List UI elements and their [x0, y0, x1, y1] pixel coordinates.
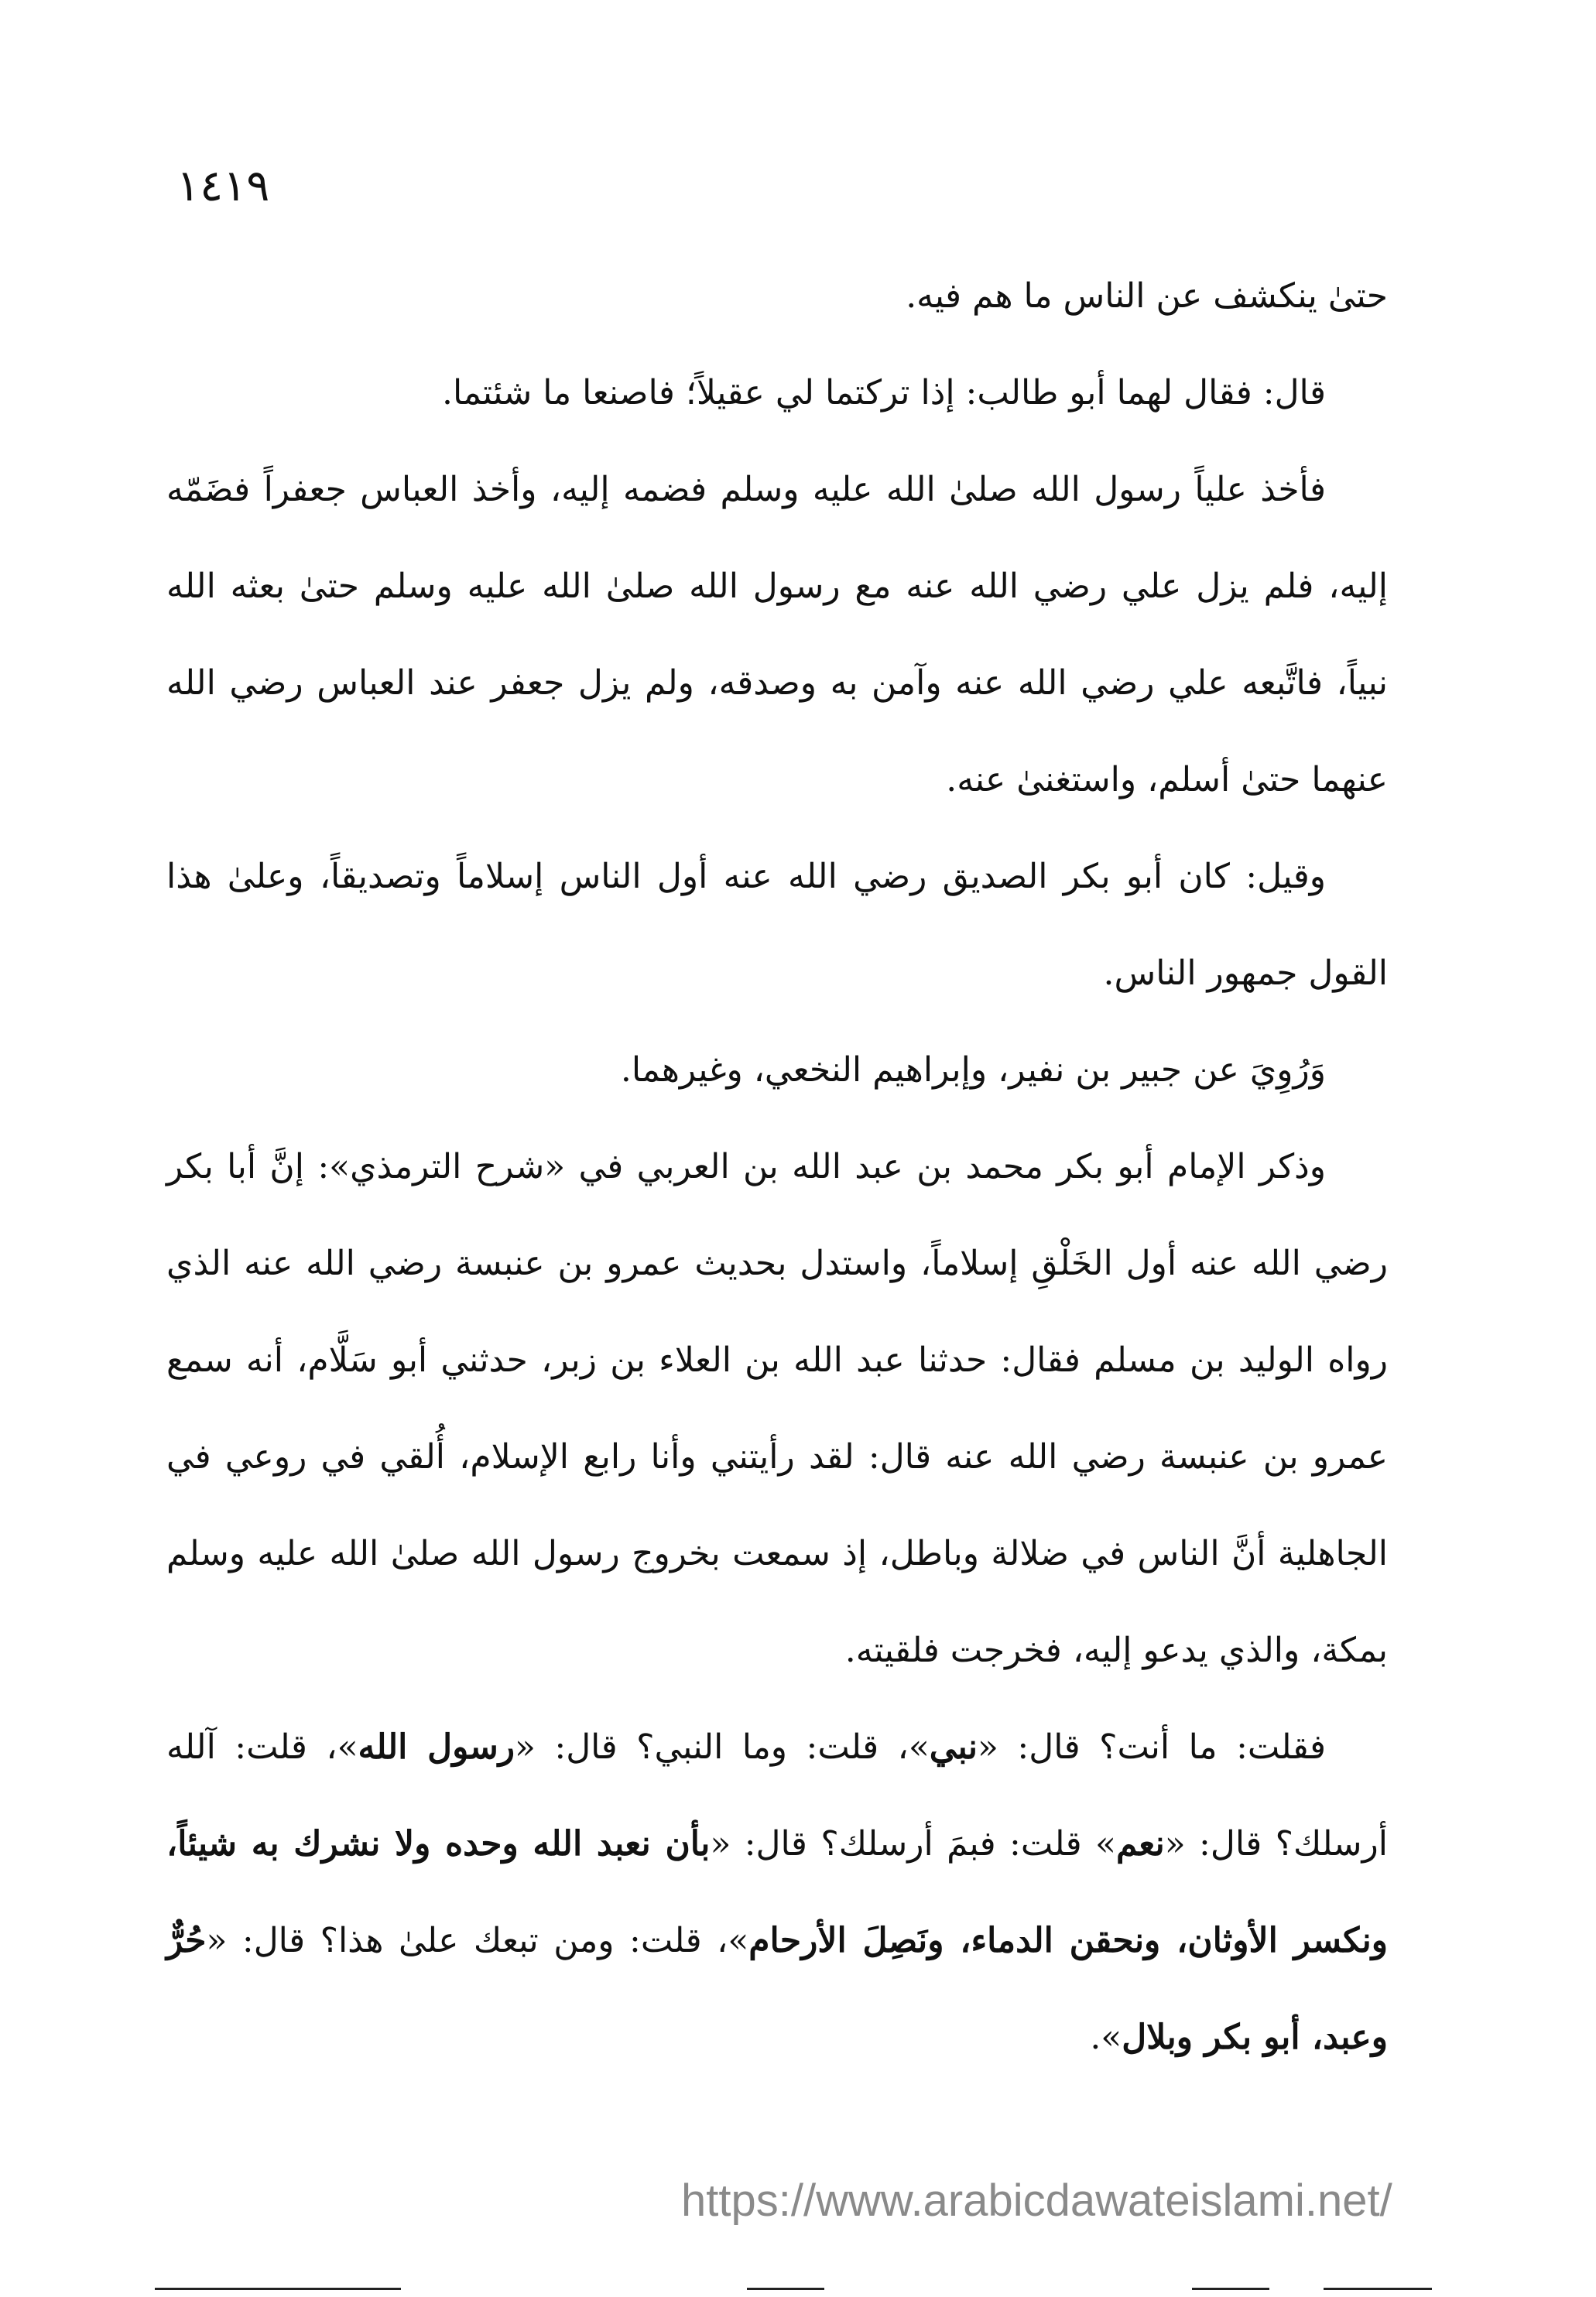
dialogue-emph-rasul: رسول الله [358, 1727, 515, 1767]
paragraph-2: قال: فقال لهما أبو طالب: إذا تركتما لي عقيلاً؛ فاصنعا ما شئتما. [441, 373, 1326, 413]
footer-rule-2 [747, 2288, 824, 2290]
dialogue-text-5: »، قلت: ومن تبعك علىٰ هذا؟ قال: « [206, 1921, 749, 1960]
dialogue-text-2: »، قلت: وما النبي؟ قال: « [514, 1727, 930, 1767]
paragraph-5: وَرُوِيَ عن جبير بن نفير، وإبراهيم النخعي، وغيرهما. [620, 1050, 1326, 1090]
footer-url: https://www.arabicdawateislami.net/ [681, 2175, 1392, 2226]
footer-rule-3 [1192, 2288, 1269, 2290]
page-number: ١٤١٩ [176, 161, 270, 211]
paragraph-6: وذكر الإمام أبو بكر محمد بن عبد الله بن العربي في «شرح الترمذي»: إنَّ أبا بكر رضي الله عنه أول الخَلْقِ إسلاماً، واستدل بحديث عمرو بن عنبسة رضي الله عنه الذي رواه الوليد بن مسلم فقال: حدثنا عبد الله بن العلاء بن زبر، حدثني أبو سَلَّام، أنه سمع عمرو بن عنبسة رضي الله عنه قال: لقد رأيتني وأنا رابع الإسلام، أُلقي في روعي في الجاهلية أنَّ الناس في ضلالة وباطل، إذ سمعت بخروج رسول الله صلىٰ الله عليه وسلم بمكة، والذي يدعو إليه، فخرجت فلقيته. [166, 1147, 1389, 1670]
paragraph-3: فأخذ علياً رسول الله صلىٰ الله عليه وسلم فضمه إليه، وأخذ العباس جعفراً فضَمّه إليه، فلم يزل علي رضي الله عنه مع رسول الله صلىٰ الله عليه وسلم حتىٰ بعثه الله نبياً، فاتَّبعه علي رضي الله عنه وآمن به وصدقه، ولم يزل جعفر عند العباس رضي الله عنهما حتىٰ أسلم، واستغنىٰ عنه. [166, 470, 1388, 799]
paragraph-4: وقيل: كان أبو بكر الصديق رضي الله عنه أول الناس إسلاماً وتصديقاً، وعلىٰ هذا القول جمهور الناس. [166, 857, 1388, 993]
body-text [166, 248, 1388, 2086]
dialogue-emph-followers: حُرٌّ وعبد، أبو بكر وبلال [166, 1921, 1388, 2057]
dialogue-emph-nabi: نبي [929, 1727, 978, 1767]
dialogue-emph-naam: نعم [1115, 1824, 1165, 1864]
dialogue-emph-answer: بأن نعبد الله وحده ولا نشرك به شيئاً، ونكسر الأوثان، ونحقن الدماء، ونَصِلَ الأرحام [166, 1824, 1388, 1960]
dialogue-text-6: ». [1090, 2018, 1122, 2057]
dialogue-text-3: »، قلت: آلله أرسلك؟ قال: « [166, 1727, 1389, 1864]
paragraph-1: حتىٰ ينكشف عن الناس ما هم فيه. [906, 276, 1388, 316]
footer-rule-1 [155, 2288, 401, 2290]
dialogue-text-1: فقلت: ما أنت؟ قال: « [977, 1727, 1326, 1767]
footer-rule-4 [1324, 2288, 1432, 2290]
paragraph-dialogue [166, 1699, 1388, 2086]
dialogue-text-4: » قلت: فبمَ أرسلك؟ قال: « [710, 1824, 1116, 1864]
